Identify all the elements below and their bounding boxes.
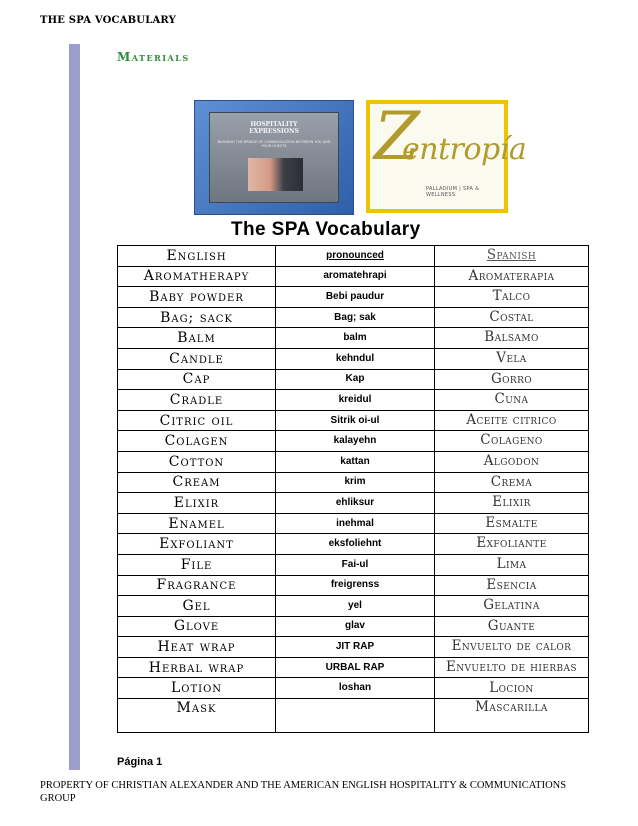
table-row	[118, 534, 589, 555]
book-cover-panel	[209, 112, 339, 203]
table-row	[118, 266, 589, 287]
spanish-term: Envuelto de calor	[435, 637, 589, 658]
pronunciation: kreidul	[276, 390, 435, 411]
pronunciation: eksfoliehnt	[276, 534, 435, 555]
table-row	[118, 431, 589, 452]
column-header-english: English	[118, 246, 276, 267]
table-row	[118, 451, 589, 472]
spanish-term: Exfoliante	[435, 534, 589, 555]
english-term: Exfoliant	[118, 534, 276, 555]
spanish-term: Lima	[435, 554, 589, 575]
book-title-line2: EXPRESSIONS	[249, 128, 299, 135]
table-row	[118, 678, 589, 699]
table-row	[118, 616, 589, 637]
table-row	[118, 328, 589, 349]
spanish-term: Cuna	[435, 390, 589, 411]
book-title	[210, 121, 338, 135]
book-photo	[248, 158, 303, 191]
table-row	[118, 657, 589, 678]
title-word-spa: SPA	[271, 219, 310, 240]
spanish-term: Aceite citrico	[435, 410, 589, 431]
english-term: Cap	[118, 369, 276, 390]
pronunciation: Kap	[276, 369, 435, 390]
spanish-term: Mascarilla	[435, 699, 589, 733]
title-word-vocabulary: Vocabulary	[315, 219, 421, 240]
table-header-row	[118, 246, 589, 267]
pronunciation: kehndul	[276, 348, 435, 369]
table-row	[118, 410, 589, 431]
english-term: Balm	[118, 328, 276, 349]
english-term: Heat wrap	[118, 637, 276, 658]
running-header: THE SPA VOCABULARY	[40, 15, 176, 26]
english-term: Gel	[118, 596, 276, 617]
table-row	[118, 472, 589, 493]
english-term: Herbal wrap	[118, 657, 276, 678]
spanish-term: Elixir	[435, 493, 589, 514]
spanish-term: Guante	[435, 616, 589, 637]
table-row	[118, 699, 589, 733]
pronunciation: Bebi paudur	[276, 287, 435, 308]
logo-letter: Z	[374, 98, 420, 175]
pronunciation	[276, 699, 435, 733]
book-subtitle: BUILDING THE BRIDGE OF COMMUNICATION BETWEEN YOU AND YOUR GUESTS	[217, 140, 331, 148]
footer-copyright: PROPERTY OF CHRISTIAN ALEXANDER AND THE AMERICAN ENGLISH HOSPITALITY & COMMUNICATIONS GROUP	[40, 780, 567, 804]
side-decoration-bar	[69, 44, 80, 770]
book-title-line1: HOSPITALITY	[250, 121, 298, 128]
spanish-term: Costal	[435, 307, 589, 328]
pronunciation: krim	[276, 472, 435, 493]
spanish-term: Locion	[435, 678, 589, 699]
table-row	[118, 575, 589, 596]
spanish-term: Gorro	[435, 369, 589, 390]
section-title: Materials	[117, 50, 190, 64]
pronunciation: yel	[276, 596, 435, 617]
spanish-term: Crema	[435, 472, 589, 493]
table-row	[118, 637, 589, 658]
logo-tagline: PALLADIUM | SPA & WELLNESS	[426, 186, 480, 198]
vocabulary-table	[117, 245, 589, 733]
zentropia-logo	[366, 98, 527, 213]
english-term: Elixir	[118, 493, 276, 514]
table-row	[118, 369, 589, 390]
english-term: Mask	[118, 699, 276, 733]
spanish-term: Esmalte	[435, 513, 589, 534]
pronunciation: balm	[276, 328, 435, 349]
table-row	[118, 493, 589, 514]
table-row	[118, 307, 589, 328]
english-term: Enamel	[118, 513, 276, 534]
pronunciation: kattan	[276, 451, 435, 472]
table-row	[118, 287, 589, 308]
english-term: Baby powder	[118, 287, 276, 308]
english-term: Lotion	[118, 678, 276, 699]
spanish-term: Vela	[435, 348, 589, 369]
table-row	[118, 596, 589, 617]
english-term: Aromatherapy	[118, 266, 276, 287]
pronunciation: Fai-ul	[276, 554, 435, 575]
pronunciation: loshan	[276, 678, 435, 699]
pronunciation: inehmal	[276, 513, 435, 534]
english-term: Colagen	[118, 431, 276, 452]
spanish-term: Gelatina	[435, 596, 589, 617]
spanish-term: Esencia	[435, 575, 589, 596]
pronunciation: Sitrik oi-ul	[276, 410, 435, 431]
spanish-term: Talco	[435, 287, 589, 308]
table-row	[118, 513, 589, 534]
pronunciation: ehliksur	[276, 493, 435, 514]
english-term: Candle	[118, 348, 276, 369]
column-header-spanish: Spanish	[435, 246, 589, 267]
page-number: Página 1	[117, 756, 163, 768]
title-word-the: The	[231, 219, 266, 240]
pronunciation: freigrenss	[276, 575, 435, 596]
table-row	[118, 390, 589, 411]
logo-word: entropía	[402, 132, 527, 167]
english-term: Citric oil	[118, 410, 276, 431]
table-row	[118, 554, 589, 575]
english-term: Fragrance	[118, 575, 276, 596]
pronunciation: kalayehn	[276, 431, 435, 452]
pronunciation: glav	[276, 616, 435, 637]
pronunciation: aromatehrapi	[276, 266, 435, 287]
spanish-term: Envuelto de hierbas	[435, 657, 589, 678]
english-term: Cream	[118, 472, 276, 493]
english-term: Cotton	[118, 451, 276, 472]
pronunciation: JIT RAP	[276, 637, 435, 658]
english-term: Cradle	[118, 390, 276, 411]
vocabulary-title	[231, 219, 421, 241]
spanish-term: Aromaterapia	[435, 266, 589, 287]
spanish-term: Balsamo	[435, 328, 589, 349]
pronunciation: Bag; sak	[276, 307, 435, 328]
english-term: Bag; sack	[118, 307, 276, 328]
pronunciation: URBAL RAP	[276, 657, 435, 678]
column-header-pronounced: pronounced	[276, 246, 435, 267]
english-term: File	[118, 554, 276, 575]
spanish-term: Colageno	[435, 431, 589, 452]
spanish-term: Algodon	[435, 451, 589, 472]
book-cover-image	[194, 100, 354, 215]
english-term: Glove	[118, 616, 276, 637]
table-row	[118, 348, 589, 369]
